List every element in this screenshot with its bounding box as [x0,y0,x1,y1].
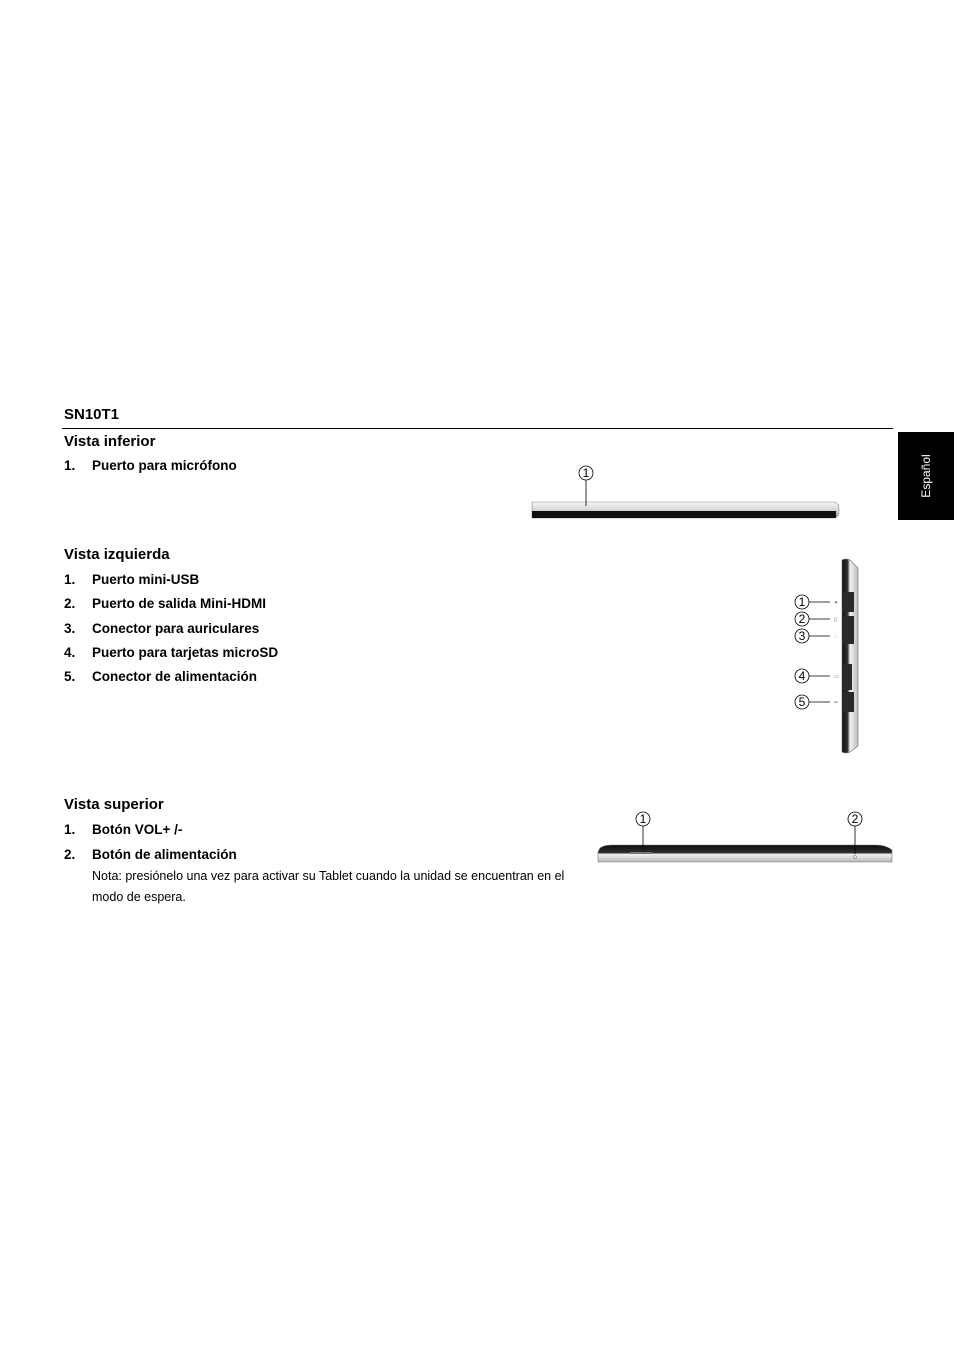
item-number: 3. [64,621,76,636]
model-title: SN10T1 [64,406,120,423]
top-view-item-2 [64,847,237,862]
bottom-view-heading: Vista inferior [64,433,156,450]
top-view-item-1 [64,822,182,837]
tablet-bottom-view-illustration [526,460,846,524]
callout-1-label: 1 [639,812,647,826]
item-number: 1. [64,572,76,587]
item-number: 4. [64,645,76,660]
callout-1-label: 1 [582,466,590,480]
item-number: 2. [64,596,76,611]
item-label: Conector de alimentación [92,669,258,684]
item-label: Puerto para tarjetas microSD [92,645,279,660]
left-view-item-2 [64,596,266,611]
item-label: Puerto de salida Mini-HDMI [92,596,267,611]
microsd-icon: ▭ [834,674,839,680]
top-view-heading: Vista superior [64,796,164,813]
left-view-item-4 [64,645,278,660]
power-jack-icon: ═ [834,700,838,706]
bottom-view-item-1 [64,458,237,473]
tablet-top-view-illustration [594,808,894,868]
item-number: 1. [64,458,76,473]
item-label: Puerto mini-USB [92,572,200,587]
left-view-item-1 [64,572,199,587]
language-tab-label: Español [919,454,933,498]
callout-5-label: 5 [798,695,806,709]
language-tab [898,432,954,520]
callout-1-label: 1 [798,595,806,609]
item-number: 2. [64,847,76,862]
item-number: 1. [64,822,76,837]
item-label: Botón VOL+ /- [92,822,183,837]
power-button-note: Nota: presiónelo una vez para activar su Tablet cuando la unidad se encuentran en el modo de espera. [92,869,565,904]
item-number: 5. [64,669,76,684]
hdmi-icon: ▯ [834,617,837,623]
left-view-item-5 [64,669,257,684]
callout-2-label: 2 [851,812,859,826]
left-view-heading: Vista izquierda [64,546,170,563]
usb-icon: ✦ [834,600,839,606]
left-view-item-3 [64,621,259,636]
header-rule [62,428,893,429]
headphone-icon: ◌ [834,634,837,640]
item-label: Puerto para micrófono [92,458,237,473]
callout-4-label: 4 [798,669,806,683]
callout-3-label: 3 [798,629,806,643]
callout-2-label: 2 [798,612,806,626]
tablet-left-view-illustration [788,556,864,756]
item-label: Conector para auriculares [92,621,260,636]
item-label: Botón de alimentación [92,847,237,862]
